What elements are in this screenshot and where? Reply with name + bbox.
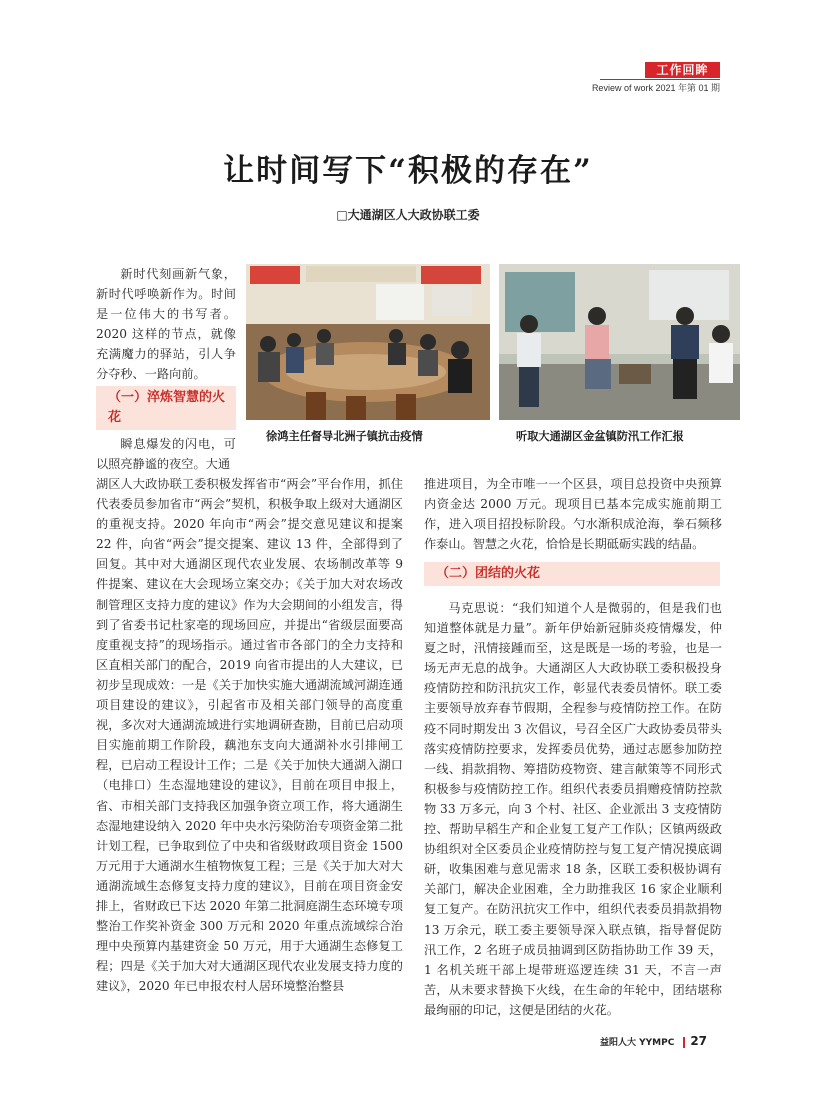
meeting-image xyxy=(246,264,490,420)
footer-divider xyxy=(683,1037,685,1048)
column-tag: 工作回眸 xyxy=(645,62,720,78)
section-1-lead: 瞬息爆发的闪电，可以照亮静谧的夜空。大通 xyxy=(96,437,236,472)
photo-meeting xyxy=(246,264,490,420)
photo-flood-report xyxy=(499,264,740,420)
photo-caption-2: 听取大通湖区金盆镇防汛工作汇报 xyxy=(516,430,684,443)
section-2-body: 马克思说：“我们知道个人是微弱的，但是我们也知道整体就是力量”。新年伊始新冠肺炎疫情爆发，仲夏之时，汛情接踵而至，这是既是一场的考验，也是一场无声无息的战争。大通湖区人大政协联工委积极投身疫情防控和防汛抗灾工作，彰显代表委员情怀。联工委主要领导放弃春节假期，全程参与疫情防控工作。在防疫不同时期发出 3 次倡议，号召全区广大政协委员带头落实疫情防控要求，发挥委员优势，通过志愿参加防控一线、捐款捐物、筹措防疫物资、建言献策等不同形式积极参与疫情防控工作。组织代表委员捐赠疫情防控款物 33 万多元，向 3 个村、社区、企业派出 3 支疫情防控、帮助早稻生产和企业复工复产工作队；区镇两级政协组织对全区委员企业疫情防控与复工复产情况摸底调研，收集困难与意见需求 18 条，区联工委积极协调有关部门，解决企业困难，全力助推我区 16 家企业顺利复工复产。在防汛抗灾工作中，组织代表委员捐款捐物 13 万余元，联工委主要领导深入联点镇，指导督促防汛工作，2 名班子成员抽调到区防指协助工作 39 天，1 名机关班干部上堤带班巡逻连续 31 天，不言一声苦，从未要求替换下火线，在生命的年轮中，团结堪称最绚丽的印记，这便是团结的火花。 xyxy=(424,601,723,1017)
section-1-body: 湖区人大政协联工委积极发挥省市“两会”平台作用，抓住代表委员参加省市“两会”契机，积极争取上级对大通湖区的重视支持。2020 年向市“两会”提交意见建议和提案 22 件，向省“两会”提交提案、建议 13 件，全部得到了回复。其中对大通湖区现代农业发展、农场制改革等 9 件提案、建议在大会现场立案交办；《关于加大对农场改制管理区支持力度的建议》作为大会期间的小组发言，得到了省委书记杜家亳的现场回应，并提出“省级层面要高度重视支持”的现场指示。通过省市各部门的全力支持和区直相关部门的配合，2019 向省市提出的人大建议，已初步呈现成效：一是《关于加快实施大通湖流域河湖连通项目建设的建议》，引起省市及相关部门领导的高度重视，多次对大通湖流域进行实地调研查勘，目前已启动项目实施前期工作阶段，藕池东支向大通湖补水引排闸工程，已启动工程设计工作；二是《关于加快大通湖入湖口（电排口）生态湿地建设的建议》，目前在项目申报上，省、市相关部门支持我区加强争资立项工作，将大通湖生态湿地建设纳入 2020 年中央水污染防治专项资金第二批计划工程，已争取到位了中央和省级财政项目资金 1500 万元用于大通湖水生植物恢复工程；三是《关于加大对大通湖流域生态修复支持力度的建议》，目前在项目资金安排上，省财政已下达 2020 年第二批洞庭湖生态环境专项整治工作奖补资金 300 万元和 2020 年重点流域综合治理中央预算内基建资金 50 万元，用于大通湖生态修复工程；四是《关于加大对大通湖区现代农业发展支持力度的建议》，2020 年已申报农村人居环境整治整县 xyxy=(96,477,403,994)
flood-report-image xyxy=(499,264,740,420)
section-heading-1: （一）淬炼智慧的火花 xyxy=(96,386,236,430)
page-footer xyxy=(600,1034,720,1052)
magazine-name: 益阳人大 YYMPC xyxy=(600,1038,675,1048)
intro-paragraph: 新时代刻画新气象，新时代呼唤新作为。时间是一位伟大的书写者。2020 这样的节点，就像充满魔力的驿站，引人争分夺秒、一路向前。 xyxy=(96,267,236,382)
header-rule xyxy=(600,79,720,80)
article-author: □大通湖区人大政协联工委 xyxy=(336,208,480,222)
page-number: 27 xyxy=(690,1034,708,1048)
section-heading-2: （二）团结的火花 xyxy=(424,562,720,586)
right-column-paragraph: 推进项目，为全市唯一一个区县，项目总投资中央预算内资金达 2000 万元。现项目已基本完成实施前期工作，进入项目招投标阶段。勺水渐积成沧海，拳石频移作泰山。智慧之火花，恰恰是长期砥砺实践的结晶。 xyxy=(424,477,722,552)
issue-label: Review of work 2021 年第 01 期 xyxy=(591,83,720,93)
photo-caption-1: 徐鸿主任督导北洲子镇抗击疫情 xyxy=(266,430,423,443)
article-title: 让时间写下“积极的存在” xyxy=(223,153,593,189)
